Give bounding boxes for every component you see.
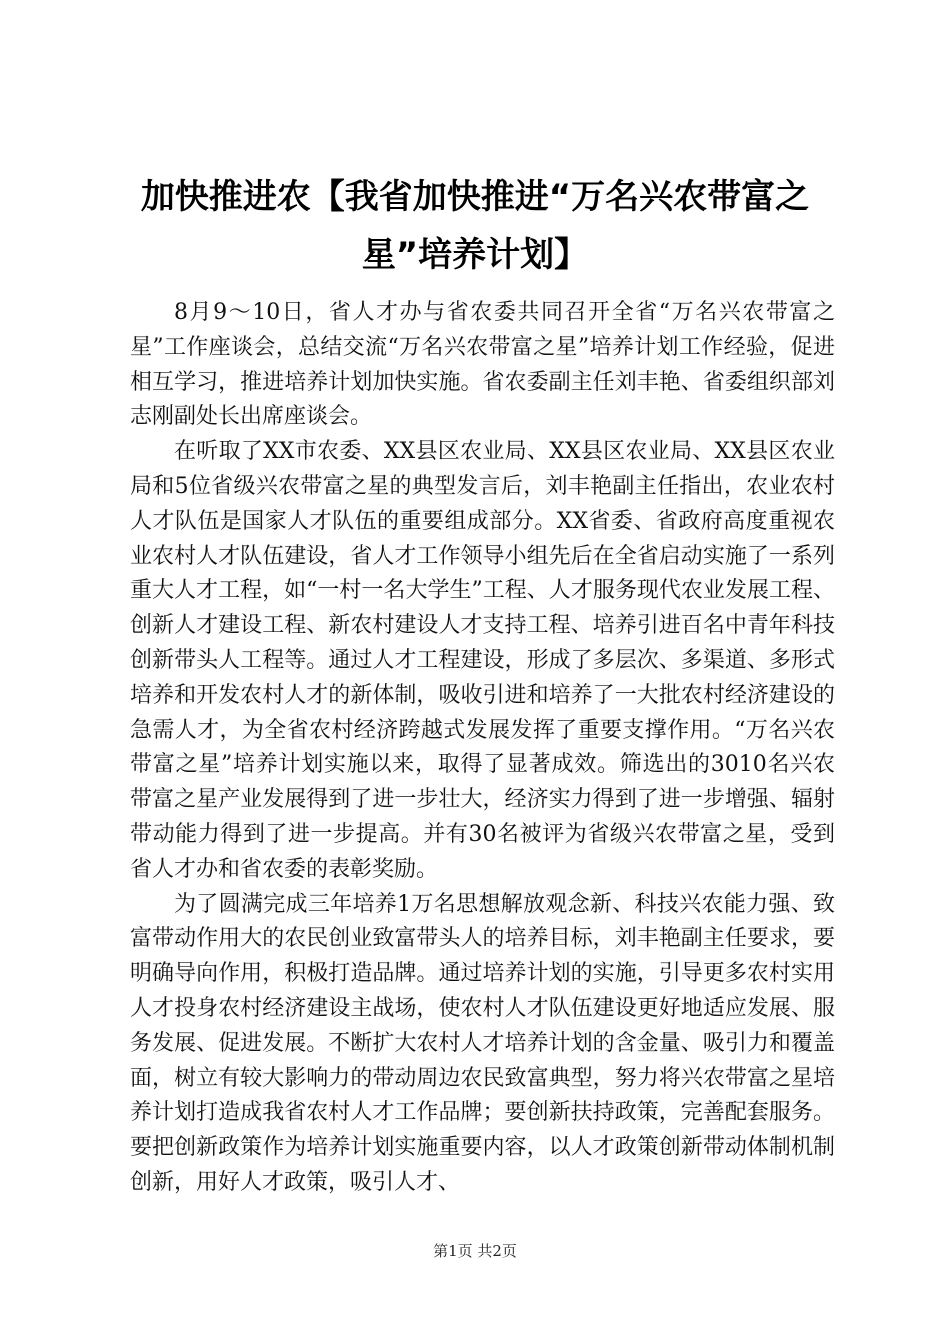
page-footer: 第1页 共2页 <box>433 1242 517 1260</box>
paragraph-2: 在听取了XX市农委、XX县区农业局、XX县区农业局、XX县区农业局和5位省级兴农带富之星的典型发言后，刘丰艳副主任指出，农业农村人才队伍是国家人才队伍的重要组成部分。XX省委、省政府高度重视农业农村人才队伍建设，省人才工作领导小组先后在全省启动实施了一系列重大人才工程，如“一村一名大学生”工程、人才服务现代农业发展工程、创新人才建设工程、新农村建设人才支持工程、培养引进百名中青年科技创新带头人工程等。通过人才工程建设，形成了多层次、多渠道、多形式培养和开发农村人才的新体制，吸收引进和培养了一大批农村经济建设的急需人才，为全省农村经济跨越式发展发挥了重要支撑作用。“万名兴农带富之星”培养计划实施以来，取得了显著成效。筛选出的3010名兴农带富之星产业发展得到了进一步壮大，经济实力得到了进一步增强、辐射带动能力得到了进一步提高。并有30名被评为省级兴农带富之星，受到省人才办和省农委的表彰奖励。 <box>130 439 835 882</box>
paragraph-1: 8月9～10日，省人才办与省农委共同召开全省“万名兴农带富之星”工作座谈会，总结交流“万名兴农带富之星”培养计划工作经验，促进相互学习，推进培养计划加快实施。省农委副主任刘丰艳、省委组织部刘志刚副处长出席座谈会。 <box>130 300 835 430</box>
paragraph-3: 为了圆满完成三年培养1万名思想解放观念新、科技兴农能力强、致富带动作用大的农民创业致富带头人的培养目标，刘丰艳副主任要求，要明确导向作用，积极打造品牌。通过培养计划的实施，引导更多农村实用人才投身农村经济建设主战场，使农村人才队伍建设更好地适应发展、服务发展、促进发展。不断扩大农村人才培养计划的含金量、吸引力和覆盖面，树立有较大影响力的带动周边农民致富典型，努力将兴农带富之星培养计划打造成我省农村人才工作品牌；要创新扶持政策，完善配套服务。要把创新政策作为培养计划实施重要内容，以人才政策创新带动体制机制创新，用好人才政策，吸引人才、 <box>130 891 835 1195</box>
document-body <box>130 296 835 1201</box>
document-title: 加快推进农【我省加快推进“万名兴农带富之星”培养计划】 <box>140 177 810 275</box>
